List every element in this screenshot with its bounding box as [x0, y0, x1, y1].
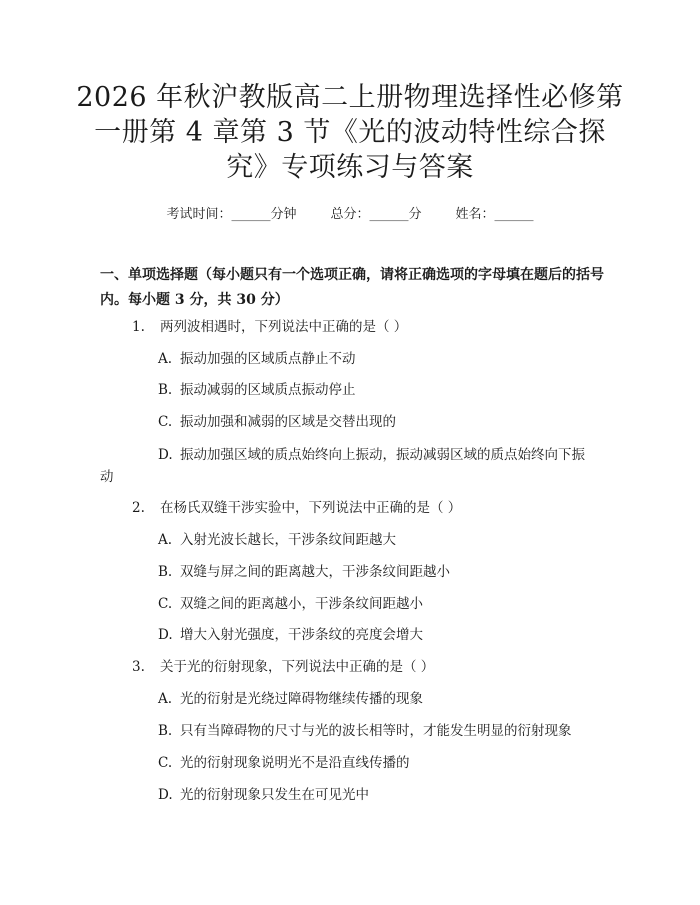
option-text: 双缝之间的距离越小，干涉条纹间距越小 [180, 596, 423, 612]
document-title [60, 80, 640, 185]
question-stem: 关于光的衍射现象，下列说法中正确的是（ ） [160, 659, 435, 675]
question-3-option-a [158, 690, 423, 708]
option-letter: A. [158, 351, 173, 367]
option-text: 增大入射光强度，干涉条纹的亮度会增大 [180, 627, 423, 643]
option-letter: B. [158, 564, 173, 580]
question-3-option-d [158, 786, 369, 804]
option-text: 光的衍射现象只发生在可见光中 [180, 787, 369, 803]
title-line-3: 究》专项练习与答案 [226, 152, 474, 183]
option-letter: A. [158, 691, 173, 707]
option-letter: C. [158, 414, 173, 430]
question-2 [132, 499, 461, 517]
question-number: 1. [132, 319, 145, 335]
question-1-option-b [158, 381, 356, 399]
total-score: 总分：______分 [330, 207, 422, 222]
question-1-option-c [158, 413, 396, 431]
option-text: 振动加强和减弱的区域是交替出现的 [180, 414, 396, 430]
question-2-option-b [158, 563, 450, 581]
option-text: 双缝与屏之间的距离越大，干涉条纹间距越小 [180, 564, 450, 580]
question-3-option-b [158, 722, 572, 740]
question-stem: 在杨氏双缝干涉实验中，下列说法中正确的是（ ） [160, 500, 462, 516]
option-text: 振动加强区域的质点始终向上振动，振动减弱区域的质点始终向下振 [180, 447, 585, 463]
option-text: 光的衍射现象说明光不是沿直线传播的 [180, 755, 410, 771]
exam-time: 考试时间：______分钟 [166, 207, 297, 222]
title-line-1: 2026 年秋沪教版高二上册物理选择性必修第 [76, 82, 624, 113]
question-3 [132, 658, 434, 676]
question-1-option-d [158, 446, 585, 464]
option-text: 只有当障碍物的尺寸与光的波长相等时，才能发生明显的衍射现象 [180, 723, 572, 739]
question-3-option-c [158, 754, 410, 772]
question-1-option-d-continuation: 动 [100, 469, 114, 485]
section-heading: 一、单项选择题（每小题只有一个选项正确，请将正确选项的字母填在题后的括号内。每小题 3 分，共 30 分） [100, 267, 604, 308]
option-text: 振动加强的区域质点静止不动 [180, 351, 356, 367]
option-letter: B. [158, 382, 173, 398]
question-1 [132, 318, 407, 336]
option-letter: D. [158, 787, 173, 803]
title-line-2: 一册第 4 章第 3 节《光的波动特性综合探 [94, 117, 606, 148]
option-text: 入射光波长越长，干涉条纹间距越大 [180, 532, 396, 548]
exam-info-line [0, 206, 700, 224]
option-letter: B. [158, 723, 173, 739]
option-text: 振动减弱的区域质点振动停止 [180, 382, 356, 398]
option-letter: D. [158, 627, 173, 643]
question-number: 2. [132, 500, 145, 516]
option-letter: C. [158, 596, 173, 612]
student-name: 姓名：______ [455, 207, 534, 222]
question-2-option-a [158, 531, 396, 549]
option-text: 光的衍射是光绕过障碍物继续传播的现象 [180, 691, 423, 707]
option-letter: A. [158, 532, 173, 548]
question-stem: 两列波相遇时，下列说法中正确的是（ ） [160, 319, 408, 335]
question-2-option-c [158, 595, 423, 613]
question-1-option-a [158, 350, 356, 368]
option-letter: D. [158, 447, 173, 463]
option-letter: C. [158, 755, 173, 771]
question-2-option-d [158, 626, 423, 644]
question-number: 3. [132, 659, 145, 675]
